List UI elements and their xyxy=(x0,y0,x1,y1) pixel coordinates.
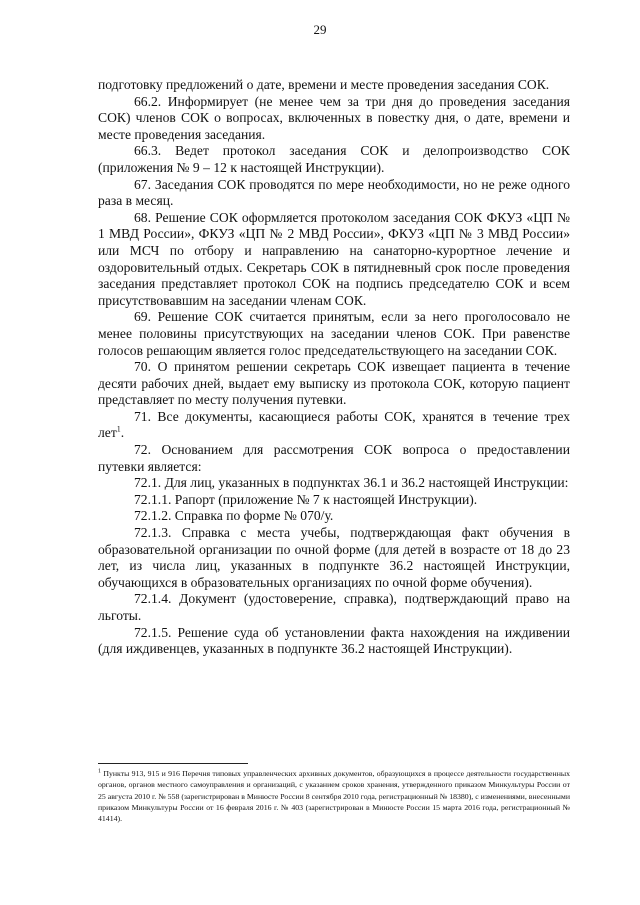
paragraph-71 xyxy=(98,409,570,442)
paragraph-72: 72. Основанием для рассмотрения СОК вопроса о предоставлении путевки является: xyxy=(98,442,570,474)
document-body xyxy=(98,77,570,658)
paragraph-66-3: 66.3. Ведет протокол заседания СОК и делопроизводство СОК (приложения № 9 – 12 к настоящей Инструкции). xyxy=(98,143,570,175)
paragraph-continuation: подготовку предложений о дате, времени и месте проведения заседания СОК. xyxy=(98,77,550,92)
paragraph-72-1-3: 72.1.3. Справка с места учебы, подтверждающая факт обучения в образовательной организации по очной форме (для детей в возрасте от 18 до 23 лет, из числа лиц, указанных в подпункте 36.2 настоящей Инструкции, обучающихся в образовательных организациях по очной форме обучения). xyxy=(98,525,570,590)
paragraph-70: 70. О принятом решении секретарь СОК извещает пациента в течение десяти рабочих дней, выдает ему выписку из протокола СОК, которую пациент представляет по месту получения путевки. xyxy=(98,359,570,408)
paragraph-71-text: 71. Все документы, касающиеся работы СОК, хранятся в течение трех лет xyxy=(98,408,570,441)
paragraph-72-1-2: 72.1.2. Справка по форме № 070/у. xyxy=(134,508,334,524)
footnote-separator xyxy=(98,763,248,764)
footnote-reference: 1 xyxy=(116,424,121,434)
paragraph-67: 67. Заседания СОК проводятся по мере необходимости, но не реже одного раза в месяц. xyxy=(98,176,570,209)
paragraph-71-period: . xyxy=(120,425,125,441)
paragraph-72-1-1: 72.1.1. Рапорт (приложение № 7 к настоящей Инструкции). xyxy=(134,491,478,507)
paragraph-72-1: 72.1. Для лиц, указанных в подпунктах 36.1 и 36.2 настоящей Инструкции: xyxy=(134,475,569,491)
page-number: 29 xyxy=(313,22,327,37)
paragraph-69: 69. Решение СОК считается принятым, если за него проголосовало не менее половины присутствующих на заседании членов СОК. При равенстве голосов решающим является голос председательствующего на заседании СОК. xyxy=(98,309,570,358)
paragraph-72-1-4: 72.1.4. Документ (удостоверение, справка), подтверждающий право на льготы. xyxy=(98,591,570,623)
footnote-text: Пункты 913, 915 и 916 Перечня типовых управленческих архивных документов, образующихся в процессе деятельности государственных органов, органов местного самоуправления и организаций, с указанием сроков хранения, утвержденного приказом Минкультуры России от 25 августа 2010 г. № 558 (зарегистрирован в Минюсте России 8 сентября 2010 года, регистрационный № 18380), с изменениями, внесенными приказом Минкультуры России от 16 февраля 2016 г. № 403 (зарегистрирован в Минюсте России 15 марта 2016 года, регистрационный № 41414). xyxy=(98,769,570,824)
footnote-marker: 1 xyxy=(98,768,101,775)
footnote xyxy=(98,768,570,824)
paragraph-68: 68. Решение СОК оформляется протоколом заседания СОК ФКУЗ «ЦП № 1 МВД России», ФКУЗ «ЦП № 2 МВД России», ФКУЗ «ЦП № 3 МВД России» или МСЧ по отбору и направлению на санаторно-курортное лечение и оздоровительный отдых. Секретарь СОК в пятидневный срок после проведения заседания представляет протокол СОК на подпись председателю СОК и всем присутствовавшим на заседании членам СОК. xyxy=(98,209,570,308)
paragraph-66-2: 66.2. Информирует (не менее чем за три дня до проведения заседания СОК) членов СОК о вопросах, включенных в повестку дня, о дате, времени и месте проведения заседания. xyxy=(98,93,570,142)
paragraph-72-1-5: 72.1.5. Решение суда об установлении факта нахождения на иждивении (для иждивенцев, указанных в подпункте 36.2 настоящей Инструкции). xyxy=(98,624,570,657)
